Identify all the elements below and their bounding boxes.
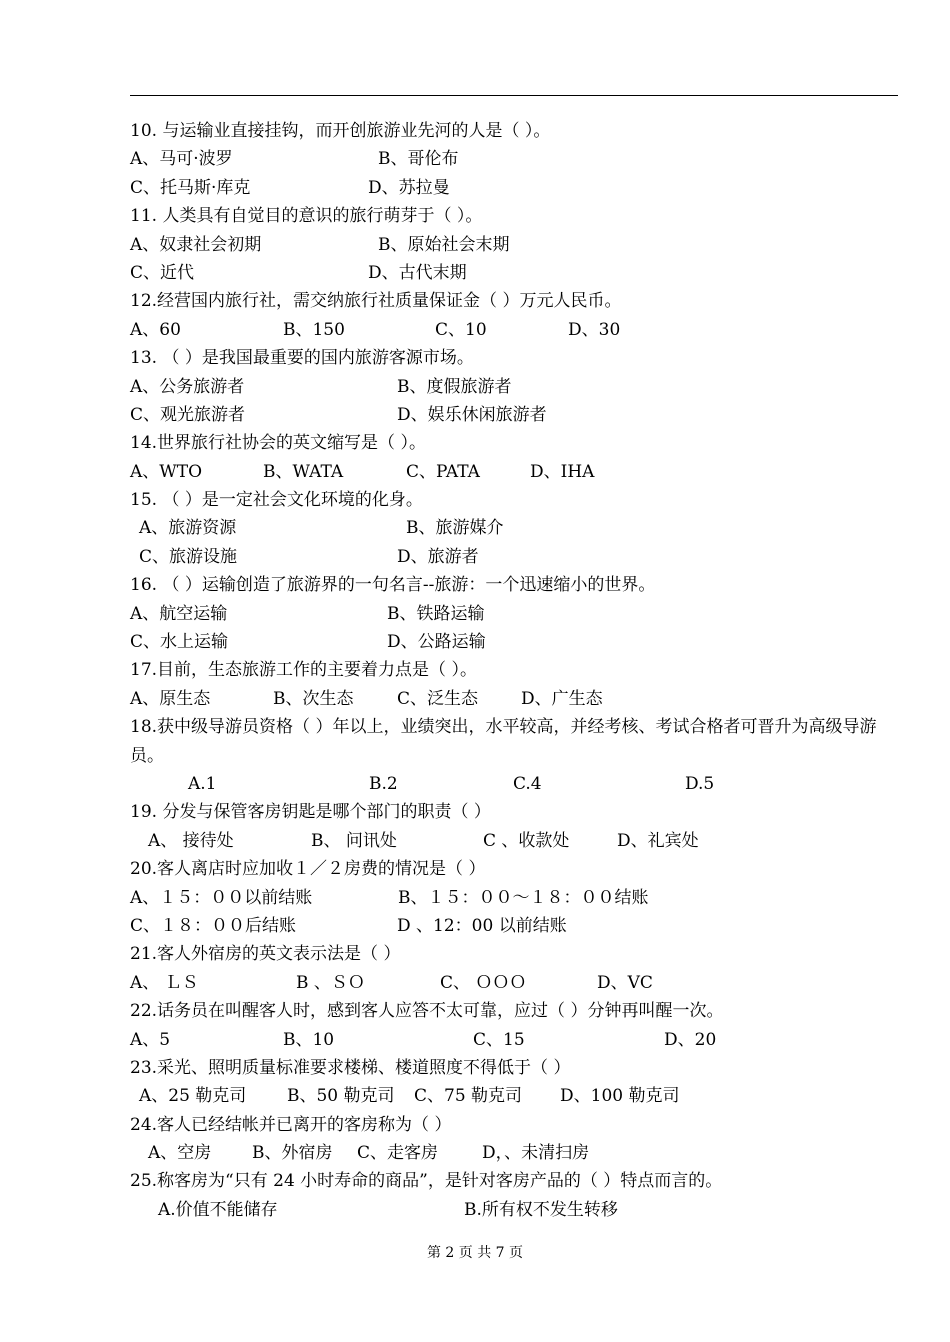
option-b: B、铁路运输	[387, 603, 485, 624]
question-12-stem: 12.经营国内旅行社，需交纳旅行社质量保证金（ ）万元人民币。	[130, 291, 622, 312]
question-12-options	[130, 316, 902, 344]
option-d: D、广生态	[521, 688, 603, 709]
option-c: C、近代	[130, 262, 195, 283]
question-15-options-row-2	[130, 543, 902, 571]
question-15-stem: 15. （ ）是一定社会文化环境的化身。	[130, 490, 423, 511]
question-20-stem: 20.客人离店时应加收１／２房费的情况是（ ）	[130, 859, 486, 880]
question-22-options	[130, 1026, 902, 1054]
option-c: C、75 勒克司	[414, 1086, 523, 1107]
option-b: B、次生态	[273, 688, 354, 709]
question-10-stem: 10. 与运输业直接挂钩，而开创旅游业先河的人是（ ）。	[130, 121, 551, 141]
option-d: D 、12：00 以前结账	[397, 915, 567, 936]
option-a: A、空房	[148, 1143, 212, 1164]
question-11-options-row-2	[130, 259, 902, 287]
question-list	[130, 117, 902, 1224]
option-b: B、10	[283, 1029, 335, 1050]
option-d: D.5	[685, 774, 715, 795]
option-d: D、IHA	[530, 461, 595, 482]
question-21-stem: 21.客人外宿房的英文表示法是（ ）	[130, 944, 401, 965]
option-b: B.2	[369, 774, 398, 795]
question-17-stem: 17.目前，生态旅游工作的主要着力点是（ ）。	[130, 660, 477, 681]
option-b: B、１５：００～１８：００结账	[398, 887, 649, 908]
option-d: D、礼宾处	[617, 830, 699, 851]
option-d: D、VC	[597, 972, 653, 993]
option-a: A.价值不能储存	[158, 1199, 278, 1220]
question-18-stem: 18.获中级导游员资格（ ）年以上，业绩突出，水平较高，并经考核、考试合格者可晋升为高级导游员。	[130, 717, 877, 766]
question-15-options-row-1	[130, 514, 902, 542]
question-25-stem: 25.称客房为“只有 24 小时寿命的商品”，是针对客房产品的（ ）特点而言的。	[130, 1171, 723, 1192]
option-b: B、度假旅游者	[397, 376, 512, 397]
option-c: C、托马斯·库克	[130, 177, 251, 198]
option-b: B、哥伦布	[378, 149, 459, 170]
option-c: C、泛生态	[397, 688, 479, 709]
option-d: D、20	[664, 1029, 717, 1050]
question-14-options	[130, 458, 902, 486]
option-a: A、原生态	[130, 688, 211, 709]
option-a: A、旅游资源	[139, 518, 237, 539]
question-13-stem: 13. （ ）是我国最重要的国内旅游客源市场。	[130, 348, 474, 369]
option-c: C、水上运输	[130, 632, 229, 653]
page-number-footer: 第 2 页 共 7 页	[426, 1245, 524, 1261]
option-c: C、15	[473, 1029, 525, 1050]
question-24-stem: 24.客人已经结帐并已离开的客房称为（ ）	[130, 1114, 452, 1135]
question-14-stem: 14.世界旅行社协会的英文缩写是（ ）。	[130, 433, 426, 454]
option-a: A、WTO	[130, 461, 203, 482]
option-d: D、古代末期	[368, 262, 467, 283]
option-d: D、苏拉曼	[368, 177, 450, 198]
option-a: A、60	[130, 319, 181, 340]
question-16-options-row-2	[130, 628, 902, 656]
option-a: A、马可·波罗	[130, 149, 233, 170]
question-19-stem: 19. 分发与保管客房钥匙是哪个部门的职责（ ）	[130, 802, 491, 823]
option-a: A、航空运输	[130, 603, 228, 624]
question-10-options-row-1	[130, 145, 902, 173]
option-c: C.4	[513, 774, 542, 795]
option-c: C、走客房	[357, 1143, 439, 1164]
option-d: D、公路运输	[387, 632, 486, 653]
option-b: B 、ＳＯ	[296, 972, 365, 993]
question-23-options	[130, 1082, 902, 1110]
question-24-options	[130, 1139, 902, 1167]
option-c: C、１８：００后结账	[130, 915, 297, 936]
option-c: C 、收款处	[483, 830, 570, 851]
option-d: D、旅游者	[397, 546, 479, 567]
header-rule	[130, 95, 898, 96]
option-b: B、WATA	[263, 461, 344, 482]
option-d: D、娱乐休闲旅游者	[397, 404, 547, 425]
question-11-stem: 11. 人类具有自觉目的意识的旅行萌芽于（ ）。	[130, 206, 483, 227]
option-b: B、旅游媒介	[406, 518, 504, 539]
option-b: B、原始社会末期	[378, 234, 510, 255]
question-16-stem: 16. （ ）运输创造了旅游界的一句名言--旅游：一个迅速缩小的世界。	[130, 575, 656, 596]
question-20-options-row-2	[130, 912, 902, 940]
question-13-options-row-2	[130, 401, 902, 429]
question-21-options	[130, 969, 902, 997]
option-b: B、150	[283, 319, 345, 340]
question-17-options	[130, 685, 902, 713]
option-d: D，、未清扫房	[482, 1143, 590, 1164]
option-a: A、25 勒克司	[139, 1086, 247, 1107]
option-a: A.1	[188, 774, 217, 795]
option-c: C、旅游设施	[139, 546, 238, 567]
option-c: C、 ＯＯＯ	[440, 972, 527, 993]
option-a: A、 ＬＳ	[130, 972, 199, 993]
question-13-options-row-1	[130, 373, 902, 401]
question-25-options	[130, 1196, 902, 1224]
option-a: A、公务旅游者	[130, 376, 245, 397]
option-d: D、30	[568, 319, 621, 340]
option-c: C、10	[435, 319, 487, 340]
option-a: A、奴隶社会初期	[130, 234, 262, 255]
option-a: A、 接待处	[148, 830, 234, 851]
question-10-options-row-2	[130, 174, 902, 202]
option-b: B、50 勒克司	[287, 1086, 395, 1107]
question-23-stem: 23.采光、照明质量标准要求楼梯、楼道照度不得低于（ ）	[130, 1057, 571, 1078]
question-18-options	[130, 770, 902, 798]
question-22-stem: 22.话务员在叫醒客人时，感到客人应答不太可靠，应过（ ）分钟再叫醒一次。	[130, 1001, 724, 1022]
question-20-options-row-1	[130, 884, 902, 912]
option-a: A、１５：００以前结账	[130, 887, 313, 908]
question-16-options-row-1	[130, 600, 902, 628]
question-11-options-row-1	[130, 231, 902, 259]
option-b: B.所有权不发生转移	[464, 1199, 618, 1220]
option-b: B、 问讯处	[311, 830, 397, 851]
option-b: B、外宿房	[252, 1143, 333, 1164]
option-c: C、观光旅游者	[130, 404, 246, 425]
option-d: D、100 勒克司	[560, 1086, 680, 1107]
question-19-options	[130, 827, 902, 855]
option-a: A、5	[130, 1029, 171, 1050]
option-c: C、PATA	[406, 461, 480, 482]
